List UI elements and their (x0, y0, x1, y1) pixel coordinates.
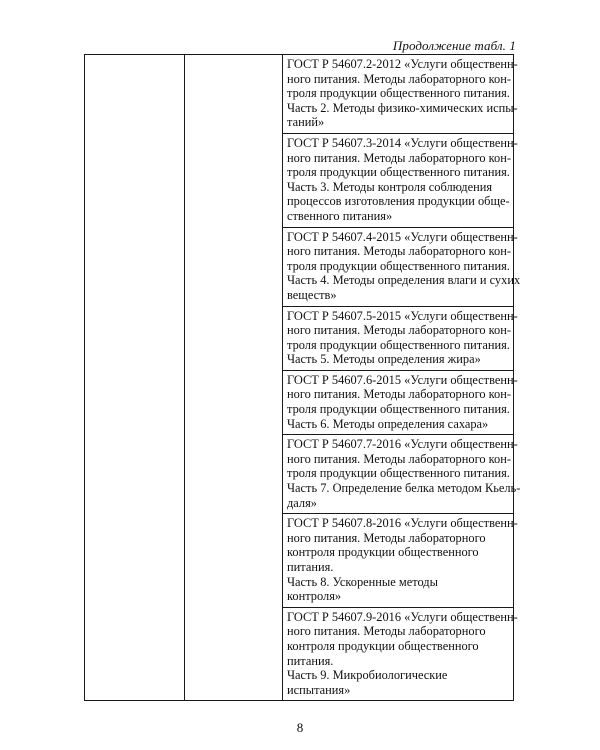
table-row (85, 55, 514, 134)
standard-text-line: ГОСТ Р 54607.9-2016 «Услуги общественн- (287, 609, 518, 624)
standard-text-line: ного питания. Методы лабораторного (287, 530, 486, 545)
standard-text-line: питания. (287, 560, 334, 574)
standard-text-line: процессов изготовления продукции обще- (287, 194, 510, 209)
standard-text-line: даля» (287, 495, 317, 510)
standard-text-line: ГОСТ Р 54607.7-2016 «Услуги общественн- (287, 437, 518, 452)
table-cell-column-1 (85, 55, 185, 701)
standard-text-line: ГОСТ Р 54607.6-2015 «Услуги общественн- (287, 372, 518, 387)
standard-cell (283, 370, 518, 434)
standard-text-line: Часть 4. Методы определения влаги и сухих (287, 273, 521, 288)
standard-text-line: ГОСТ Р 54607.3-2014 «Услуги общественн- (287, 135, 518, 150)
standards-table (84, 54, 521, 701)
standard-text-line: троля продукции общественного питания. (287, 86, 510, 101)
standard-cell (283, 607, 518, 701)
standard-text-line: ного питания. Методы лабораторного кон- (287, 71, 511, 86)
standard-text-line: ГОСТ Р 54607.2-2012 «Услуги общественн- (287, 57, 518, 71)
standard-text-line: троля продукции общественного питания. (287, 165, 510, 180)
standard-text-line: таний» (287, 115, 325, 130)
standard-text-line: троля продукции общественного питания. (287, 337, 510, 352)
standard-text-line: Часть 6. Методы определения сахара» (287, 416, 489, 431)
standard-text-line: ГОСТ Р 54607.4-2015 «Услуги общественн- (287, 229, 518, 244)
standard-text-line: веществ» (287, 287, 337, 302)
standard-text-line: контроля продукции общественного (287, 638, 479, 653)
continuation-label: Продолжение табл. 1 (392, 38, 516, 53)
standard-cell (283, 514, 518, 608)
standard-text-line: ного питания. Методы лабораторного кон- (287, 323, 511, 338)
standard-text-line: ного питания. Методы лабораторного (287, 624, 486, 639)
standard-cell (283, 55, 518, 134)
standard-text-line: ного питания. Методы лабораторного кон- (287, 244, 511, 259)
standard-cell (283, 133, 518, 227)
standard-cell (283, 227, 521, 306)
standard-text-line: Часть 7. Определение белка методом Кьель- (287, 481, 521, 496)
table-body (85, 55, 521, 701)
standard-text-line: Часть 8. Ускоренные методы (287, 574, 438, 589)
standard-text-line: ГОСТ Р 54607.8-2016 «Услуги общественн- (287, 516, 518, 531)
standard-text-line: Часть 2. Методы физико-химических испы- (287, 100, 518, 115)
standard-text-line: ного питания. Методы лабораторного кон- (287, 387, 511, 402)
standard-text-line: испытания» (287, 682, 351, 697)
standard-text-line: контроля продукции общественного (287, 545, 479, 560)
standard-text-line: троля продукции общественного питания. (287, 258, 510, 273)
standard-cell (283, 306, 518, 370)
standard-text-line: Часть 5. Методы определения жира» (287, 352, 481, 367)
page-number: 8 (296, 720, 304, 735)
standard-text-line: троля продукции общественного питания. (287, 402, 510, 417)
table-cell-column-2 (185, 55, 283, 701)
standard-text-line: ного питания. Методы лабораторного кон- (287, 150, 511, 165)
standard-text-line: ного питания. Методы лабораторного кон- (287, 451, 511, 466)
standard-text-line: троля продукции общественного питания. (287, 466, 510, 481)
standard-text-line: питания. (287, 653, 334, 668)
standard-text-line: Часть 9. Микробиологические (287, 668, 448, 683)
standard-text-line: ственного питания» (287, 208, 393, 223)
standard-text-line: ГОСТ Р 54607.5-2015 «Услуги общественн- (287, 308, 518, 323)
standard-cell (283, 435, 521, 514)
standard-text-line: Часть 3. Методы контроля соблюдения (287, 179, 493, 194)
standard-text-line: контроля» (287, 589, 342, 604)
